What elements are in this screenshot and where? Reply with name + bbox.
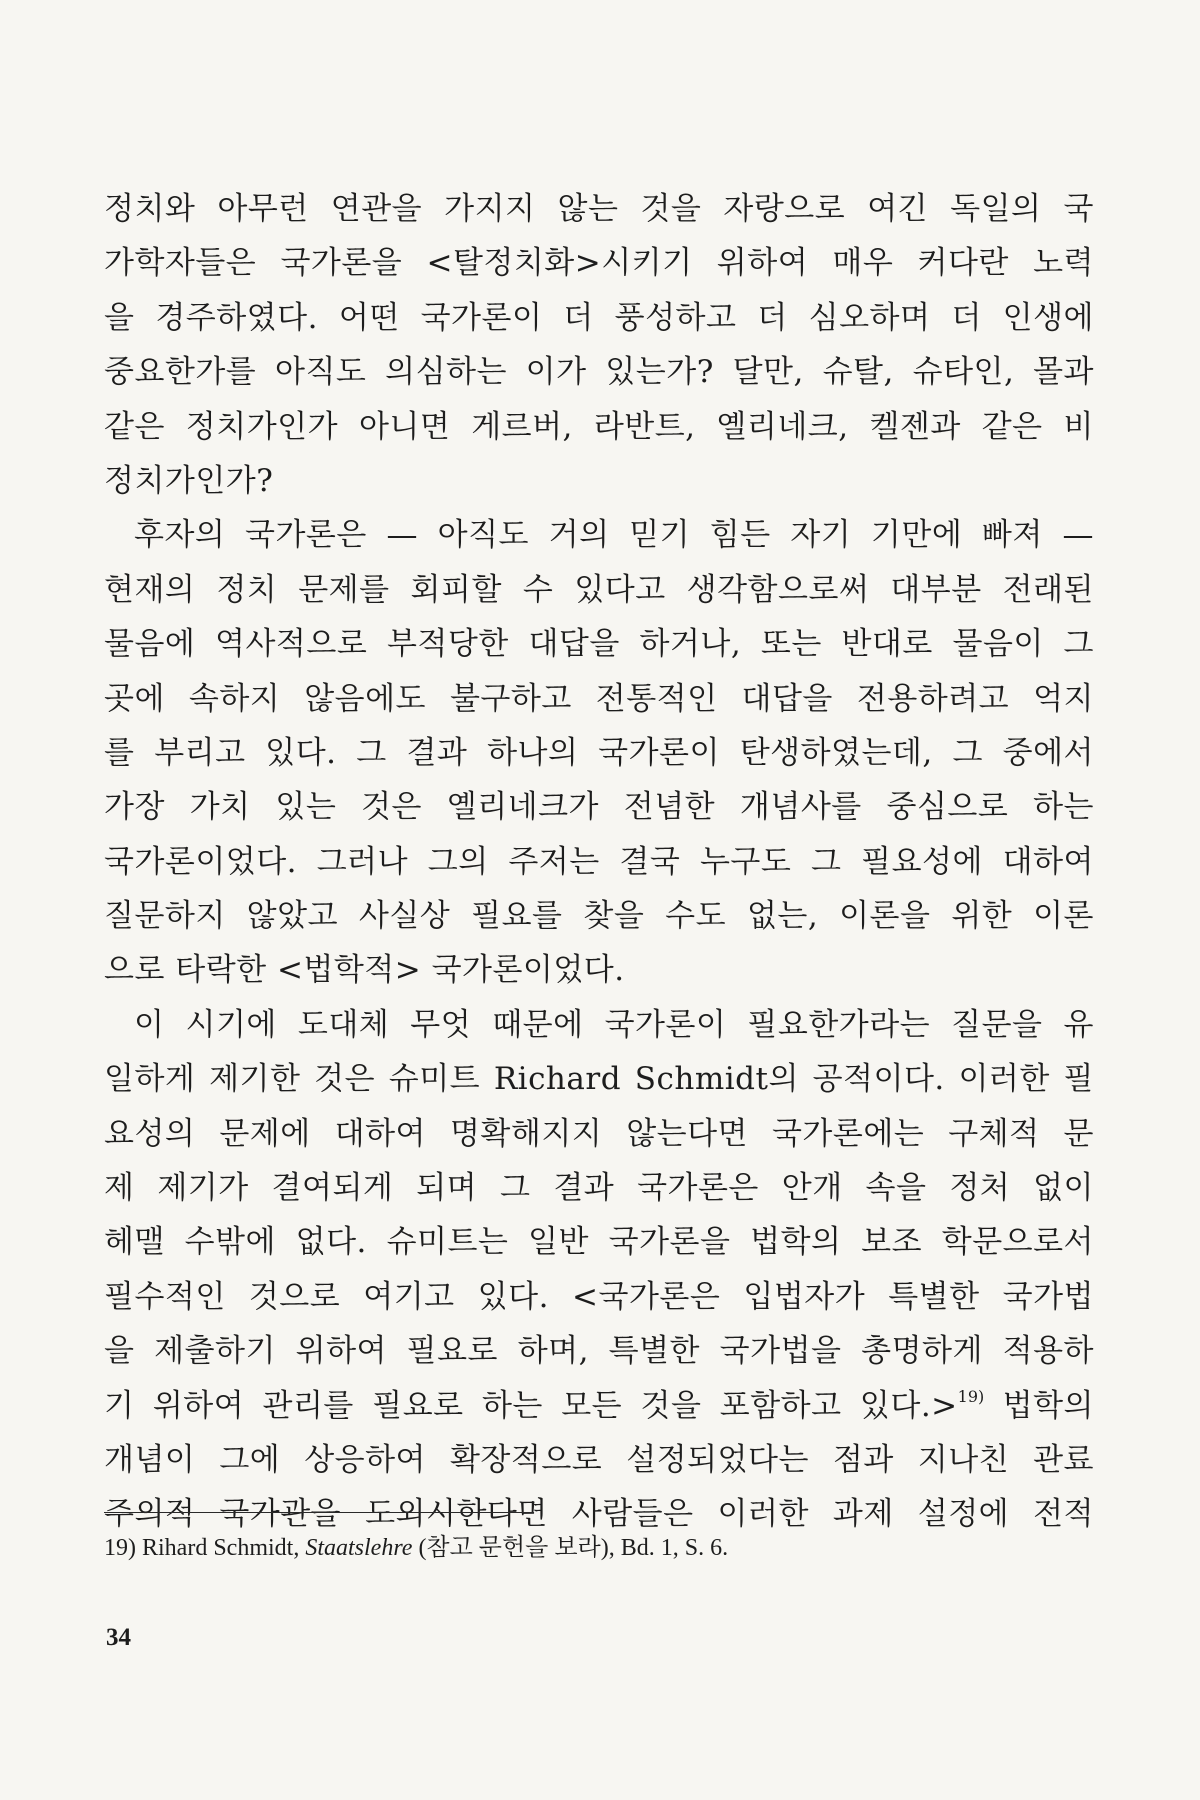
footnote — [104, 1532, 728, 1564]
page-number: 34 — [106, 1624, 131, 1651]
footnote-number: 19) — [104, 1535, 136, 1561]
text-segment: 법학의 — [984, 1387, 1094, 1424]
text-line-with-footnote — [104, 1379, 1094, 1433]
text-line: 정치와 아무런 연관을 가지지 않는 것을 자랑으로 여긴 독일의 국 — [104, 191, 1094, 227]
text-line: 질문하지 않았고 사실상 필요를 찾을 수도 없는, 이론을 위한 이론 — [104, 898, 1094, 935]
text-line: 으로 타락한 <법학적> 국가론이었다. — [104, 952, 625, 989]
text-line: 정치가인가? — [104, 462, 274, 499]
footnote-divider — [104, 1512, 534, 1513]
text-line: 후자의 국가론은 — 아직도 거의 믿기 힘든 자기 기만에 빠져 — — [134, 517, 1094, 554]
text-line: 필수적인 것으로 여기고 있다. <국가론은 입법자가 특별한 국가법 — [104, 1278, 1094, 1315]
footnote-note: (참고 문헌을 보라), Bd. 1, S. 6. — [418, 1535, 729, 1561]
text-segment: 기 위하여 관리를 필요로 하는 모든 것을 포함하고 있다.> — [104, 1387, 958, 1424]
text-line: 물음에 역사적으로 부적당한 대답을 하거나, 또는 반대로 물음이 그 — [104, 626, 1094, 663]
text-line: 을 제출하기 위하여 필요로 하며, 특별한 국가법을 총명하게 적용하 — [104, 1333, 1094, 1370]
text-line: 주의적 국가관을 도외시한다면 사람들은 이러한 과제 설정에 전적 — [104, 1496, 1094, 1533]
text-line: 국가론이었다. 그러나 그의 주저는 결국 누구도 그 필요성에 대하여 — [104, 843, 1094, 880]
footnote-author: Rihard Schmidt, — [142, 1535, 300, 1561]
text-line: 가장 가치 있는 것은 옐리네크가 전념한 개념사를 중심으로 하는 — [104, 789, 1094, 826]
text-line: 일하게 제기한 것은 슈미트 Richard Schmidt의 공적이다. 이러한 필 — [104, 1061, 1094, 1098]
text-line: 요성의 문제에 대하여 명확해지지 않는다면 국가론에는 구체적 문 — [104, 1115, 1094, 1152]
text-line: 중요한가를 아직도 의심하는 이가 있는가? 달만, 슈탈, 슈타인, 몰과 — [104, 354, 1094, 391]
footnote-reference: 19) — [957, 1386, 985, 1406]
text-line: 곳에 속하지 않음에도 불구하고 전통적인 대답을 전용하려고 억지 — [104, 680, 1094, 717]
body-text — [104, 182, 1094, 1542]
text-line: 를 부리고 있다. 그 결과 하나의 국가론이 탄생하였는데, 그 중에서 — [104, 734, 1094, 771]
text-line: 헤맬 수밖에 없다. 슈미트는 일반 국가론을 법학의 보조 학문으로서 — [104, 1224, 1094, 1261]
text-line: 을 경주하였다. 어떤 국가론이 더 풍성하고 더 심오하며 더 인생에 — [104, 299, 1094, 336]
text-line: 가학자들은 국가론을 <탈정치화>시키기 위하여 매우 커다란 노력 — [104, 245, 1094, 282]
text-line: 제 제기가 결여되게 되며 그 결과 국가론은 안개 속을 정처 없이 — [104, 1170, 1094, 1207]
text-line: 같은 정치가인가 아니면 게르버, 라반트, 옐리네크, 켈젠과 같은 비 — [104, 408, 1094, 445]
text-line: 이 시기에 도대체 무엇 때문에 국가론이 필요한가라는 질문을 유 — [134, 1006, 1094, 1043]
footnote-title: Staatslehre — [305, 1535, 413, 1561]
text-line: 개념이 그에 상응하여 확장적으로 설정되었다는 점과 지나친 관료 — [104, 1441, 1094, 1478]
text-line: 현재의 정치 문제를 회피할 수 있다고 생각함으로써 대부분 전래된 — [104, 571, 1094, 608]
